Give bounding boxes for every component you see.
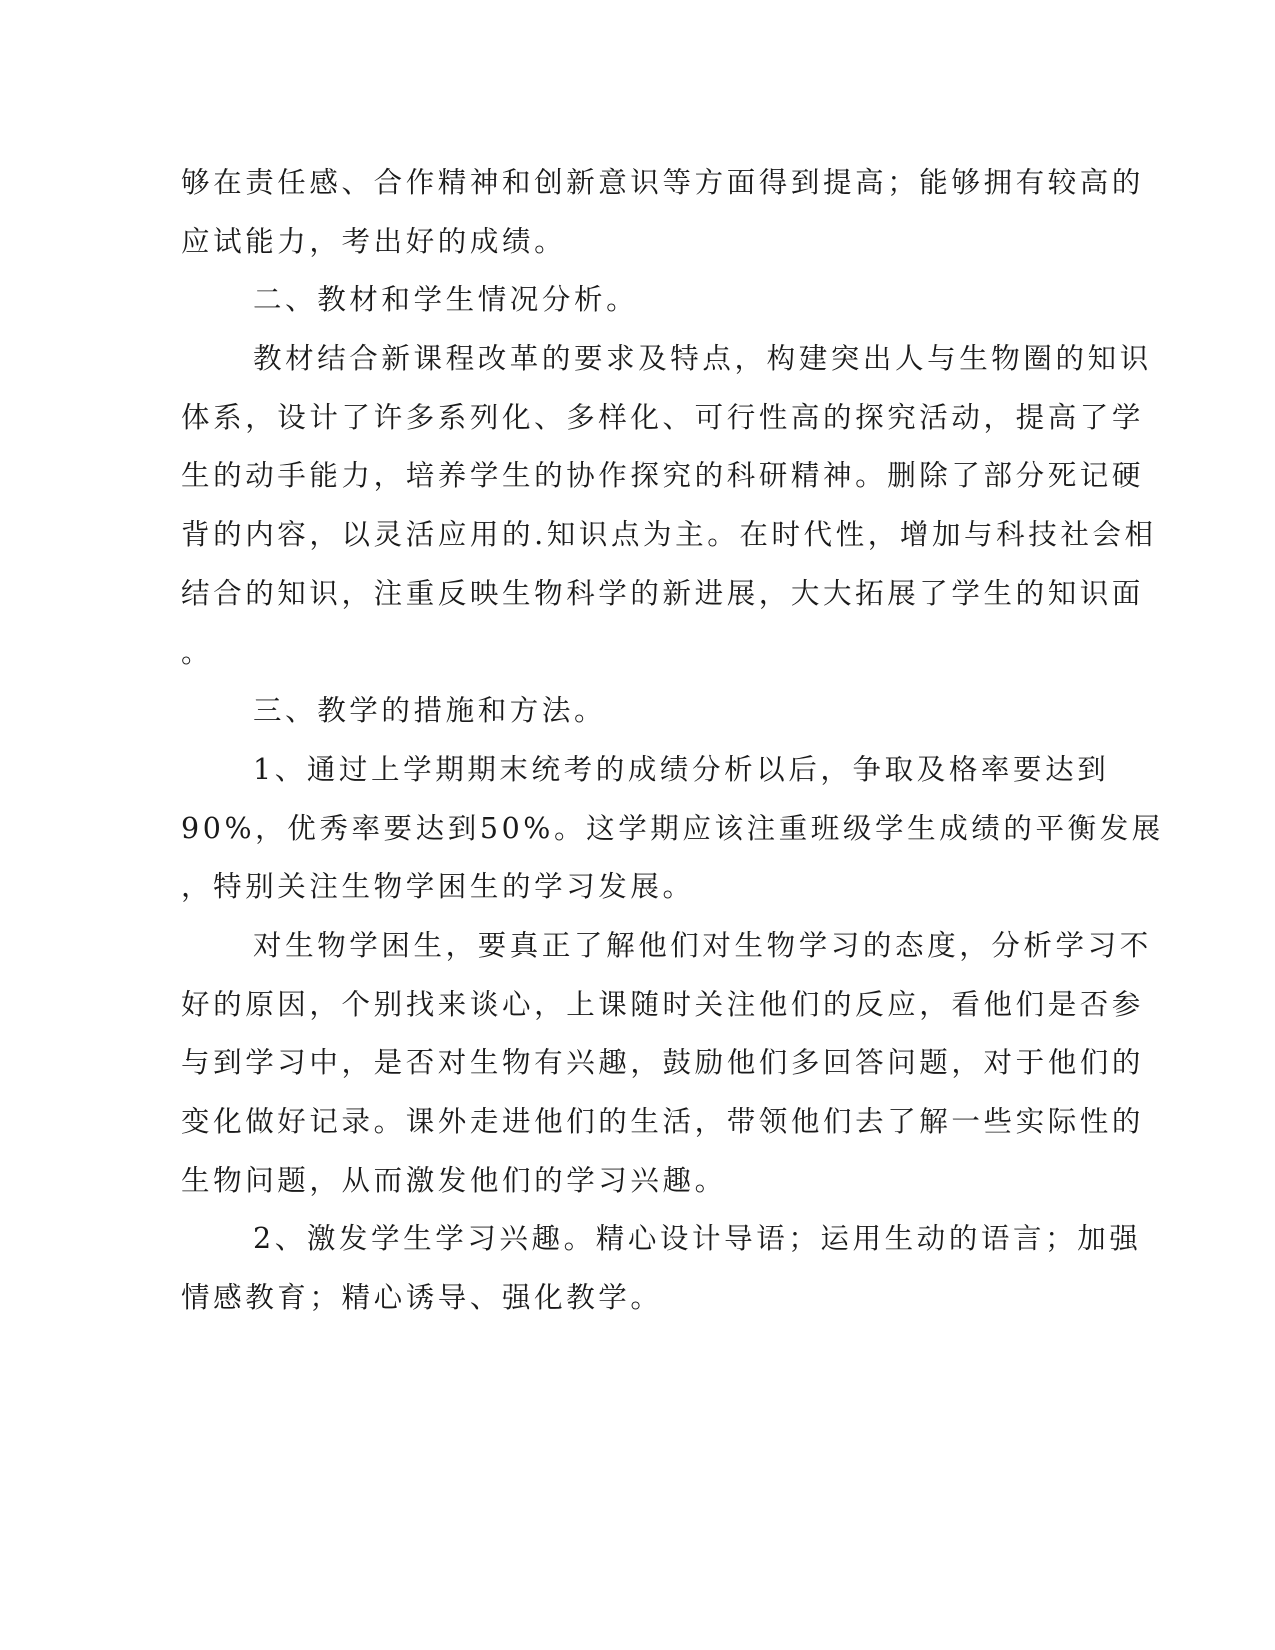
- section-heading: 三、教学的措施和方法。: [253, 694, 607, 728]
- text-line: 结合的知识，注重反映生物科学的新进展，大大拓展了学生的知识面: [181, 576, 1145, 610]
- text-line: ，特别关注生物学困生的学习发展。: [181, 870, 695, 904]
- text-line: 够在责任感、合作精神和创新意识等方面得到提高；能够拥有较高的: [181, 166, 1145, 199]
- text-line: 。: [181, 635, 214, 669]
- text-line: 体系，设计了许多系列化、多样化、可行性高的探究活动，提高了学: [181, 400, 1145, 434]
- text-line: 教材结合新课程改革的要求及特点，构建突出人与生物圈的知识: [253, 342, 1152, 376]
- text-line: 变化做好记录。课外走进他们的生活，带领他们去了解一些实际性的: [181, 1105, 1145, 1138]
- text-line: 2、激发学生学习兴趣。精心设计导语；运用生动的语言；加强: [253, 1222, 1142, 1256]
- text-line: 与到学习中，是否对生物有兴趣，鼓励他们多回答问题，对于他们的: [181, 1046, 1145, 1080]
- document-body: [181, 154, 1164, 1328]
- text-line: 背的内容，以灵活应用的.知识点为主。在时代性，增加与科技社会相: [181, 518, 1157, 552]
- text-line: 生的动手能力，培养学生的协作探究的科研精神。删除了部分死记硬: [181, 459, 1145, 493]
- text-line: 情感教育；精心诱导、强化教学。: [181, 1281, 663, 1315]
- text-line: 90%，优秀率要达到50%。这学期应该注重班级学生成绩的平衡发展: [181, 811, 1164, 845]
- text-line: 应试能力，考出好的成绩。: [181, 224, 567, 258]
- text-line: 好的原因，个别找来谈心，上课随时关注他们的反应，看他们是否参: [181, 987, 1145, 1021]
- text-line: 生物问题，从而激发他们的学习兴趣。: [181, 1163, 727, 1197]
- section-heading: 二、教材和学生情况分析。: [253, 283, 639, 317]
- text-line: 1、通过上学期期末统考的成绩分析以后，争取及格率要达到: [253, 752, 1110, 786]
- text-line: 对生物学困生，要真正了解他们对生物学习的态度，分析学习不: [253, 928, 1152, 962]
